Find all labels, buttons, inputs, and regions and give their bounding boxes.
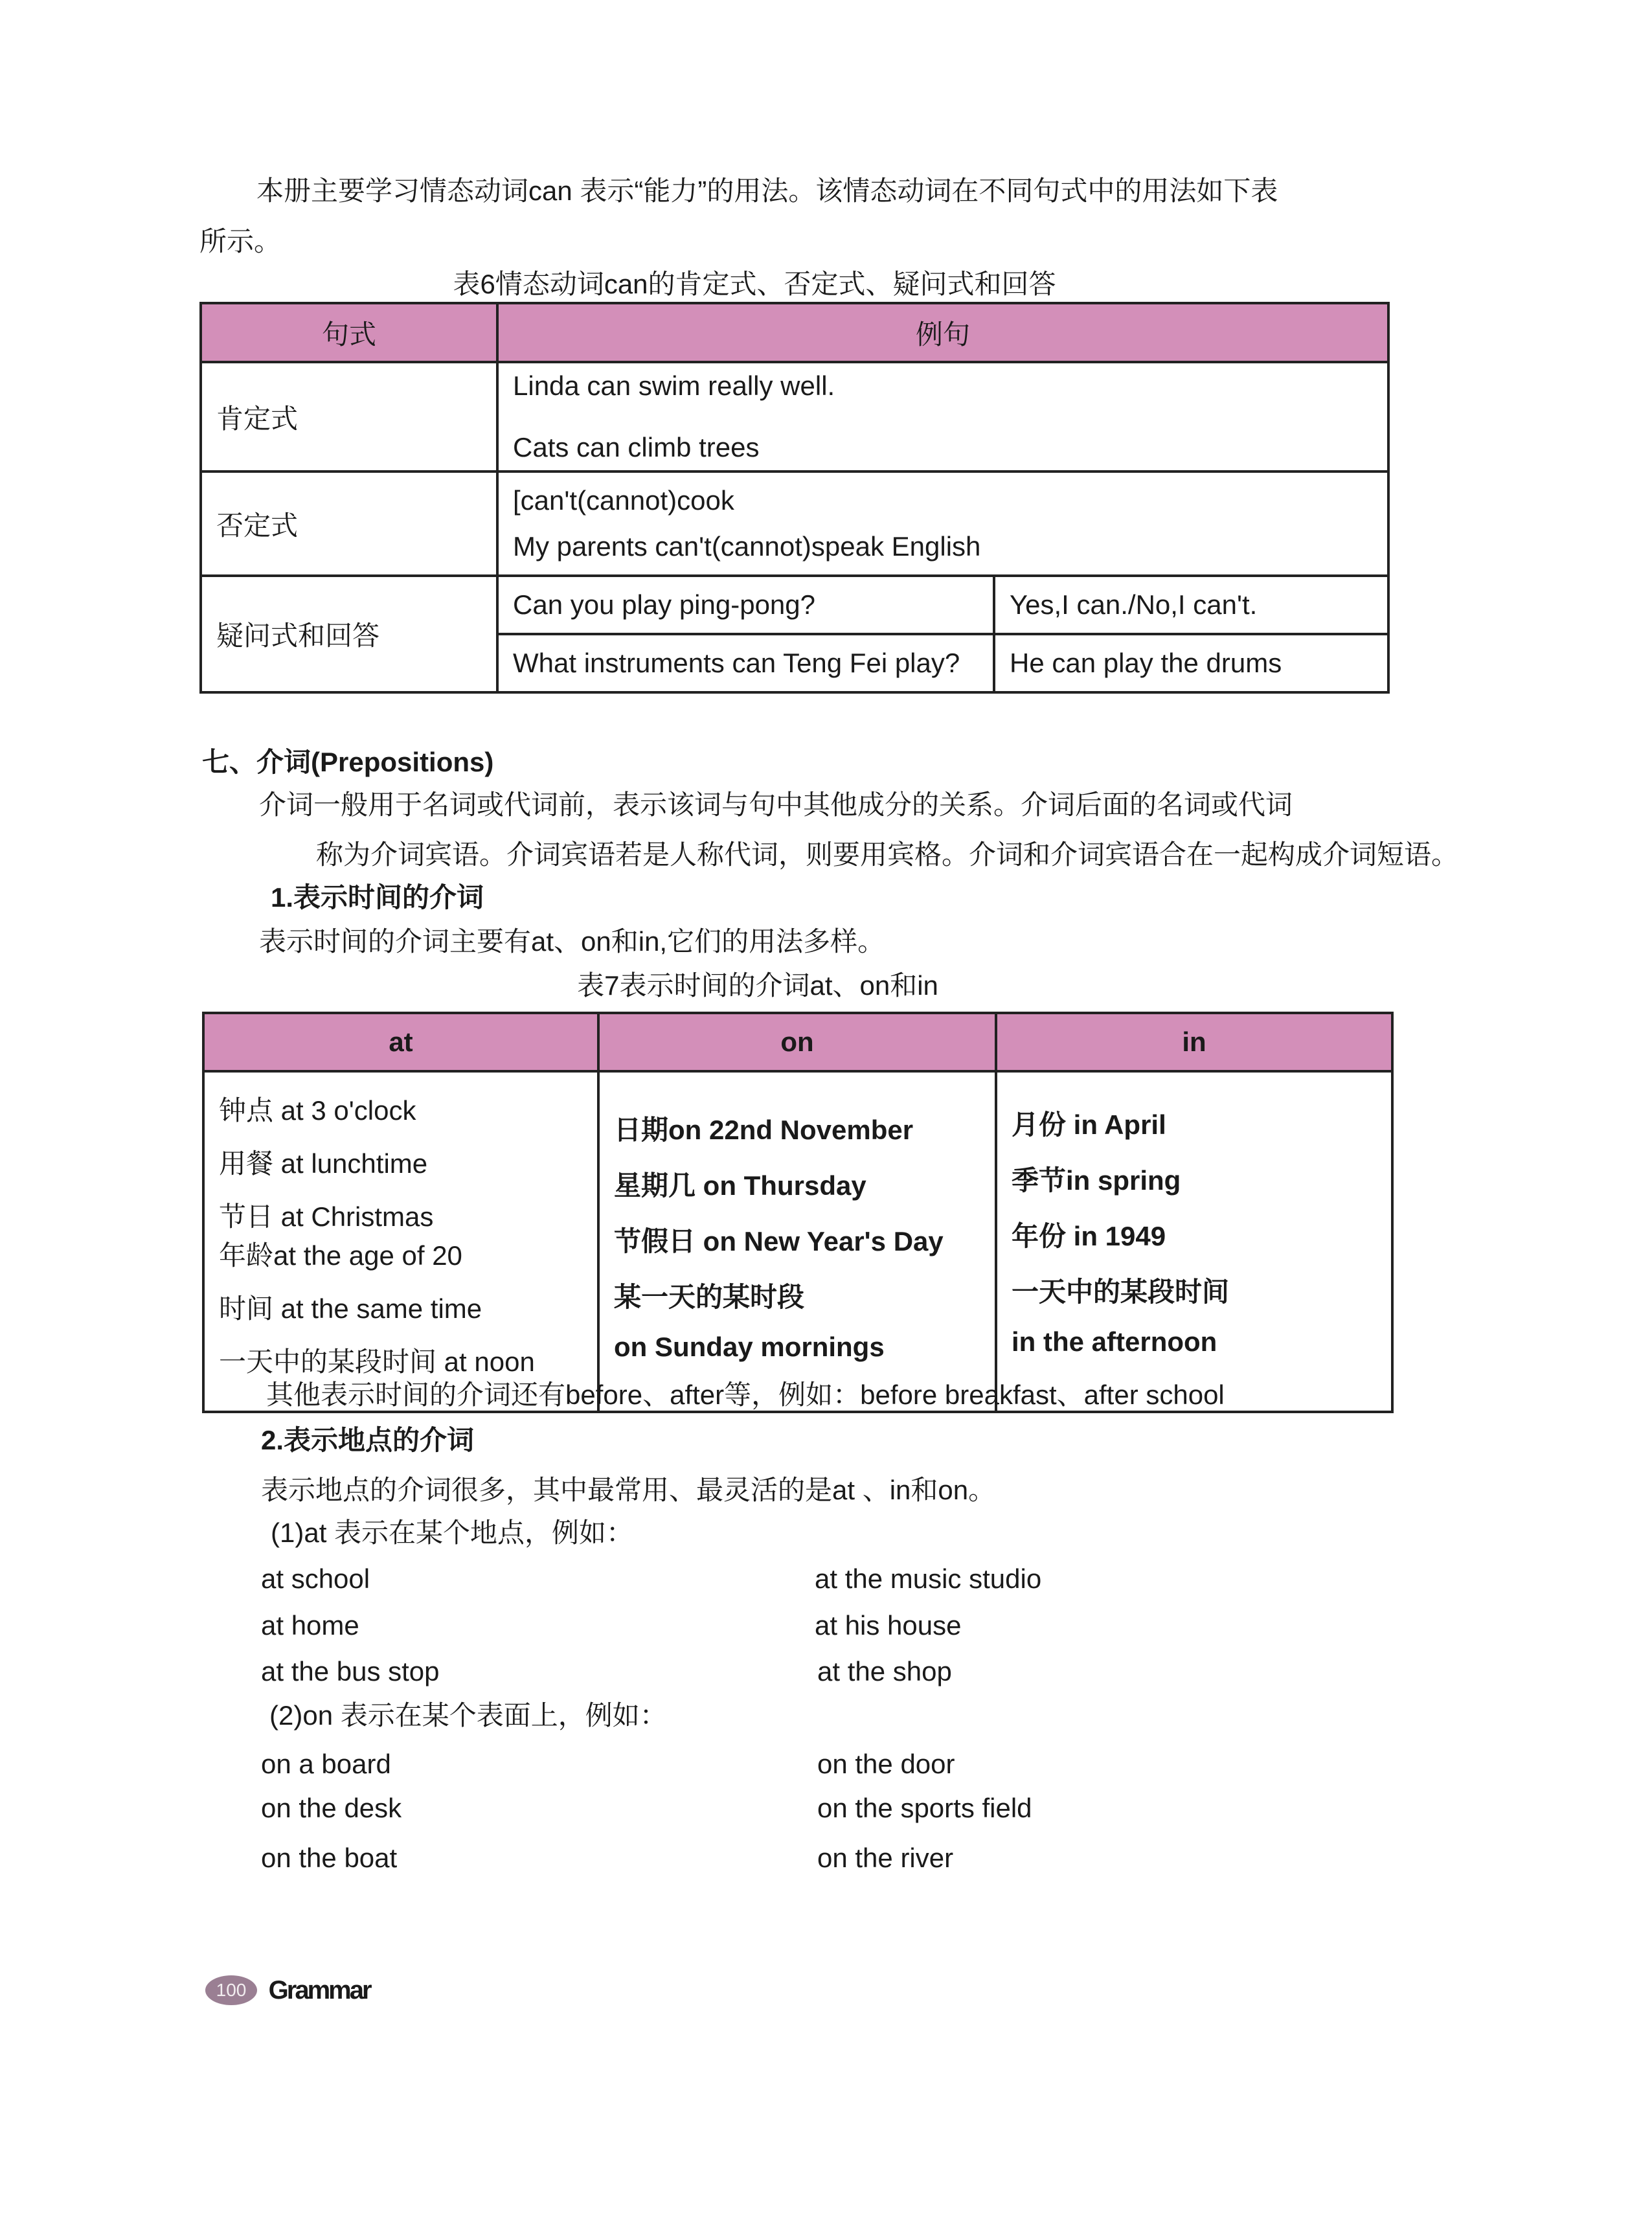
list-item: at home <box>261 1610 359 1641</box>
at-column <box>203 1071 598 1412</box>
place-prep-text: 表示地点的介词很多，其中最常用、最灵活的是at 、in和on。 <box>261 1475 996 1505</box>
place-prep-title: 2.表示地点的介词 <box>261 1425 475 1455</box>
list-item: 钟点 at 3 o'clock <box>219 1095 416 1126</box>
list-item: 月份 in April <box>1012 1109 1166 1140</box>
time-prep-title: 1.表示时间的介词 <box>271 882 484 913</box>
list-item: on the sports field <box>817 1793 1032 1823</box>
page-footer <box>205 1972 370 2006</box>
on-label: (2)on 表示在某个表面上，例如： <box>269 1700 667 1731</box>
intro-line2: 所示。 <box>199 226 282 256</box>
list-item: 季节in spring <box>1012 1165 1181 1196</box>
question-sentence: Can you play ping-pong? <box>497 576 994 634</box>
table-row <box>203 1071 1392 1412</box>
table-row <box>201 576 1388 634</box>
list-item: on a board <box>261 1749 391 1779</box>
list-item: on the desk <box>261 1793 402 1823</box>
example-sentence: [can't(cannot)cook <box>513 485 734 516</box>
answer-sentence: He can play the drums <box>994 634 1388 692</box>
table7-header-in: in <box>996 1013 1392 1071</box>
form-label: 疑问式和回答 <box>201 576 497 692</box>
table7-header-at: at <box>203 1013 598 1071</box>
list-item: 星期几 on Thursday <box>614 1170 866 1201</box>
form-label: 否定式 <box>201 471 497 576</box>
example-sentence: My parents can't(cannot)speak English <box>513 530 981 562</box>
list-item: 日期on 22nd November <box>614 1115 914 1145</box>
table-row <box>201 471 1388 576</box>
list-item: 节假日 on New Year's Day <box>614 1226 944 1256</box>
table7-caption: 表7表示时间的介词at、on和in <box>577 970 938 1001</box>
table6-header-form: 句式 <box>201 303 497 362</box>
list-item: 某一天的某时段 <box>614 1282 805 1312</box>
answer-sentence: Yes,I can./No,I can't. <box>994 576 1388 634</box>
form-label: 肯定式 <box>201 362 497 471</box>
list-item: 年龄at the age of 20 <box>219 1240 462 1271</box>
intro-line1: 本册主要学习情态动词can 表示“能力”的用法。该情态动词在不同句式中的用法如下表 <box>256 176 1278 206</box>
list-item: on the boat <box>261 1843 398 1873</box>
list-item: 年份 in 1949 <box>1012 1221 1166 1251</box>
section7-title: 七、介词(Prepositions) <box>202 747 494 777</box>
list-item: at the shop <box>817 1656 952 1687</box>
list-item: on the door <box>817 1749 955 1779</box>
list-item: at the bus stop <box>261 1656 440 1687</box>
list-item: 用餐 at lunchtime <box>219 1148 428 1179</box>
page-number-badge: 100 <box>205 1975 257 2005</box>
list-item: on the river <box>817 1843 954 1873</box>
table-row <box>201 362 1388 471</box>
list-item: 一天中的某段时间 <box>1012 1277 1230 1307</box>
table6-caption: 表6情态动词can的肯定式、否定式、疑问式和回答 <box>453 269 1056 299</box>
list-item: 时间 at the same time <box>219 1293 482 1324</box>
list-item: on Sunday mornings <box>614 1332 885 1362</box>
list-item: at school <box>261 1563 370 1594</box>
list-item: at the music studio <box>815 1563 1042 1594</box>
table7-time-prepositions <box>202 1012 1394 1413</box>
time-prep-text: 表示时间的介词主要有at、on和in,它们的用法多样。 <box>259 926 885 957</box>
section7-para1: 介词一般用于名词或代词前，表示该词与句中其他成分的关系。介词后面的名词或代词 <box>259 789 1293 820</box>
table6-can-forms <box>199 302 1390 694</box>
question-sentence: What instruments can Teng Fei play? <box>497 634 994 692</box>
other-time-prepositions: 其他表示时间的介词还有before、after等，例如：before breakfast、after school <box>266 1380 1225 1410</box>
in-column <box>996 1071 1392 1412</box>
list-item: 节日 at Christmas <box>219 1201 434 1232</box>
list-item: in the afternoon <box>1012 1326 1217 1357</box>
example-sentence: Cats can climb trees <box>513 431 760 462</box>
example-sentence: Linda can swim really well. <box>513 370 835 402</box>
table6-header-example: 例句 <box>497 303 1388 362</box>
footer-section-title: Grammar <box>268 1975 370 2005</box>
list-item: 一天中的某段时间 at noon <box>219 1346 535 1377</box>
section7-para2: 称为介词宾语。介词宾语若是人称代词，则要用宾格。介词和介词宾语合在一起构成介词短语。 <box>316 839 1459 870</box>
list-item: at his house <box>815 1610 962 1641</box>
on-column <box>598 1071 996 1412</box>
at-label: (1)at 表示在某个地点，例如： <box>271 1517 634 1548</box>
table7-header-on: on <box>598 1013 996 1071</box>
